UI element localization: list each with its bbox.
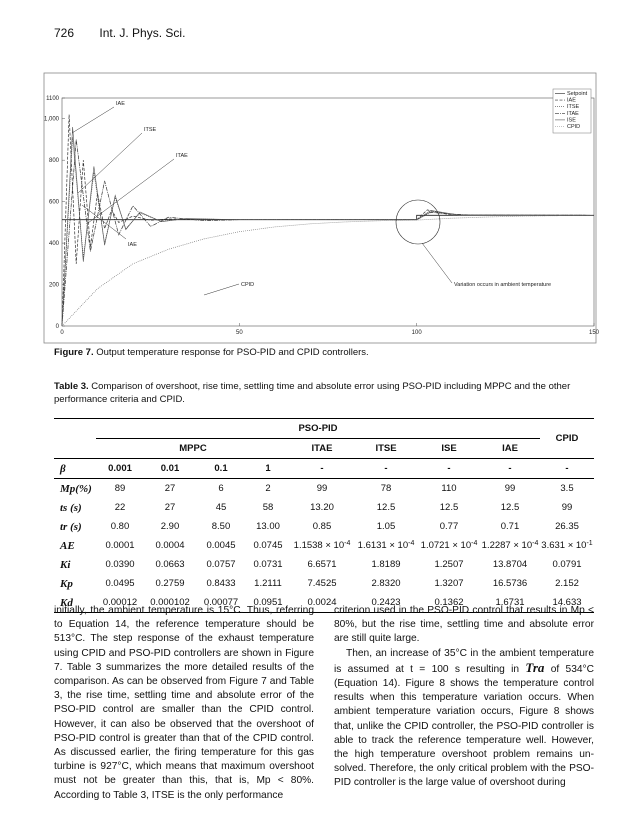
y-tick-label: 800 <box>48 158 59 165</box>
table-cell: 0.0791 <box>552 559 582 570</box>
annotation-iae-low: IAE <box>128 242 137 248</box>
table-cell: 14.633 <box>540 593 594 613</box>
row-symbol: tr (s) <box>60 520 82 533</box>
x-tick-label: 50 <box>235 330 243 336</box>
table-cell: 0.0731 <box>253 559 283 570</box>
x-tick-label: 150 <box>588 330 600 336</box>
table-cell: 0.0001 <box>105 540 135 551</box>
table-cell: $1.1538 \times 10^{-4}$ <box>293 540 351 551</box>
crit-header: ISE <box>418 439 480 459</box>
chart-legend <box>553 89 591 133</box>
table-cell: 78 <box>380 483 392 494</box>
table-label: Table 3. <box>54 381 89 392</box>
table-row <box>54 574 594 593</box>
body-paragraph-2 <box>334 647 594 791</box>
table-cell: 27 <box>164 502 176 513</box>
row-symbol: Ki <box>60 558 71 571</box>
table-cell: 13.8704 <box>492 559 528 570</box>
mppc-header: MPPC <box>96 439 290 459</box>
annotation-iae-top: IAE <box>116 101 125 107</box>
beta-dash: - <box>418 459 480 479</box>
table-cell: $1.0721 \times 10^{-4}$ <box>420 540 478 551</box>
crit-header: IAE <box>480 439 540 459</box>
table-cell: 13.20 <box>310 502 334 513</box>
legend-label: Setpoint <box>567 91 588 97</box>
body-column-left <box>54 604 314 803</box>
table-cell: 110 <box>441 483 457 494</box>
beta-dash: - <box>354 459 418 479</box>
table-cell: 89 <box>114 483 126 494</box>
row-symbol: AE <box>60 539 75 552</box>
table-cell: 0.0757 <box>206 559 236 570</box>
legend-label: ITSE <box>567 104 580 111</box>
table-cell: 1.3207 <box>434 578 464 589</box>
table-cell: 0.1362 <box>418 593 480 613</box>
table-cell: 13.00 <box>256 521 280 532</box>
table-cell: 99 <box>504 483 516 494</box>
table-cell: 1.8189 <box>371 559 401 570</box>
table-cell: 1.6731 <box>480 593 540 613</box>
table-cell: $1.6131 \times 10^{-4}$ <box>357 540 415 551</box>
table-cell: 22 <box>114 502 126 513</box>
legend-label: ITAE <box>567 110 579 117</box>
figure-7-chart <box>43 73 600 343</box>
page-header <box>54 26 207 40</box>
table-cell: 0.2759 <box>155 578 185 589</box>
comparison-table <box>54 418 594 613</box>
beta-symbol: β <box>54 459 96 479</box>
y-tick-label: 200 <box>48 282 59 289</box>
pso-pid-header: PSO-PID <box>96 419 540 439</box>
legend-label: IAE <box>567 97 576 104</box>
body-text: Then, an increase of 35°C in the ambient temperature is assumed at t = 100 s resulting in <box>334 647 594 675</box>
row-symbol: Mp(%) <box>60 482 92 495</box>
y-tick-label: 400 <box>48 241 59 248</box>
table-cell: 1.2507 <box>434 559 464 570</box>
figure-label: Figure 7. <box>54 347 94 358</box>
table-cell: 1.2111 <box>254 578 282 589</box>
table-row <box>54 536 594 555</box>
page-number: 726 <box>54 26 75 40</box>
table-cell: 27 <box>164 483 176 494</box>
journal-name: Int. J. Phys. Sci. <box>99 26 186 40</box>
table-cell: 7.4525 <box>307 578 337 589</box>
body-paragraph: criterion used in the PSO-PID control that results in Mp < 80%, but the rise time, settling time and absolute error are still quite large. <box>334 605 594 645</box>
table-cell: 0.0745 <box>253 540 283 551</box>
y-tick-label: 0 <box>55 324 59 330</box>
table-cell: 26.35 <box>555 521 579 532</box>
table-cell: 0.77 <box>439 521 459 532</box>
table-cell: 16.5736 <box>492 578 528 589</box>
y-tick-label: 1100 <box>46 96 59 102</box>
body-paragraph: initially, the ambient temperature is 15°C. Thus, referring to Equation 14, the reference temperature should be 513°C. The step response of the exhaust temperature using CPID and PSO-PID controllers are shown in Figure 7. Table 3 summarizes the more detailed results of the comparison. As can be observed from Figure 7 and Table 3, the rise time, settling time and absolute error of the PSO-PID control are smaller than the CPID control. However, it can also be observed that the overshoot of PSO-PID control is greater than that of the CPID control. As discussed earlier, the firing temperature for this gas turbine is 927°C, which means that maximum overshoot must not be greater than this, that is, Mp < 80%. According to Table 3, ITSE is the only performance <box>54 605 314 801</box>
legend-label: CPID <box>567 124 581 130</box>
table-cell: 99 <box>561 502 573 513</box>
y-tick-label: 1,000 <box>43 116 59 123</box>
row-symbol: Kd <box>54 593 96 613</box>
table-cell: 0.0951 <box>246 593 290 613</box>
annotation-cpid: CPID <box>241 282 255 288</box>
table-caption <box>54 380 594 406</box>
row-symbol: ts (s) <box>60 501 82 514</box>
body-text: of 534°C (Equation 14). Figure 8 shows the temperature control results when this temperature variation occurs. When ambient temperature variation occurs, Figure 8 shows that, unlike the CPID controller, the PSO-PID controller is able to track the reference temperature well. However, the high temperature overshoot problem remains un- solved. Therefore, the only critical problem with the PSO-PID controller is the large value of overshoot during <box>334 663 594 789</box>
cpid-header: CPID <box>540 419 594 459</box>
table-row <box>54 479 594 499</box>
table-cell: 2.152 <box>555 578 579 589</box>
table-cell: 0.00012 <box>96 593 144 613</box>
tra-symbol: Tra <box>525 659 545 675</box>
table-cell: 0.8433 <box>206 578 236 589</box>
table-caption-text: Comparison of overshoot, rise time, settling time and absolute error using PSO-PID including MPPC and the other performance criteria and CPID. <box>54 381 571 405</box>
table-cell: 2.90 <box>160 521 180 532</box>
table-cell: 0.0024 <box>290 593 354 613</box>
beta-value: 0.001 <box>96 459 144 479</box>
table-cell: 2 <box>265 483 271 494</box>
body-column-right <box>334 604 594 791</box>
table-cell: 99 <box>316 483 328 494</box>
table-cell: 0.00077 <box>196 593 246 613</box>
beta-value: 0.1 <box>196 459 246 479</box>
table-cell: 12.5 <box>500 502 520 513</box>
table-cell: 0.0495 <box>105 578 135 589</box>
table-cell: 0.0004 <box>155 540 185 551</box>
beta-dash: - <box>540 459 594 479</box>
table-cell: 0.0390 <box>105 559 135 570</box>
annotation-variation: Variation occurs in ambient temperature <box>454 282 552 288</box>
table-row <box>54 498 594 517</box>
figure-caption <box>54 347 594 358</box>
x-tick-label: 0 <box>60 330 64 336</box>
table-cell: 0.80 <box>110 521 130 532</box>
table-cell: 12.5 <box>439 502 459 513</box>
table-cell: 0.85 <box>312 521 332 532</box>
annotation-itse: ITSE <box>144 127 157 133</box>
legend-label: ISE <box>567 117 576 124</box>
crit-header: ITAE <box>290 439 354 459</box>
annotation-itae: ITAE <box>176 153 188 159</box>
figure-caption-text: Output temperature response for PSO-PID and CPID controllers. <box>93 347 369 358</box>
table-row <box>54 555 594 574</box>
table-cell: 0.71 <box>500 521 520 532</box>
table-row <box>54 517 594 536</box>
y-tick-label: 600 <box>48 199 59 206</box>
table-cell: 0.2423 <box>354 593 418 613</box>
table-cell: 2.8320 <box>371 578 401 589</box>
table-cell: 0.000102 <box>144 593 196 613</box>
table-cell: 12.5 <box>376 502 396 513</box>
crit-header: ITSE <box>354 439 418 459</box>
beta-value: 1 <box>246 459 290 479</box>
table-cell: 6 <box>218 483 224 494</box>
row-symbol: Kp <box>60 577 73 590</box>
table-cell: $1.2287 \times 10^{-4}$ <box>481 540 539 551</box>
beta-value: 0.01 <box>144 459 196 479</box>
table-cell: 3.5 <box>560 483 574 494</box>
table-cell: 0.0663 <box>155 559 185 570</box>
table-cell: 6.6571 <box>307 559 337 570</box>
table-cell: 45 <box>215 502 227 513</box>
table-cell: 8.50 <box>211 521 231 532</box>
table-cell: 1.05 <box>376 521 396 532</box>
table-cell: 58 <box>262 502 274 513</box>
table-cell: $3.631 \times 10^{-1}$ <box>541 540 593 551</box>
table-cell: 0.0045 <box>206 540 236 551</box>
beta-dash: - <box>290 459 354 479</box>
x-tick-label: 100 <box>411 330 422 336</box>
beta-dash: - <box>480 459 540 479</box>
